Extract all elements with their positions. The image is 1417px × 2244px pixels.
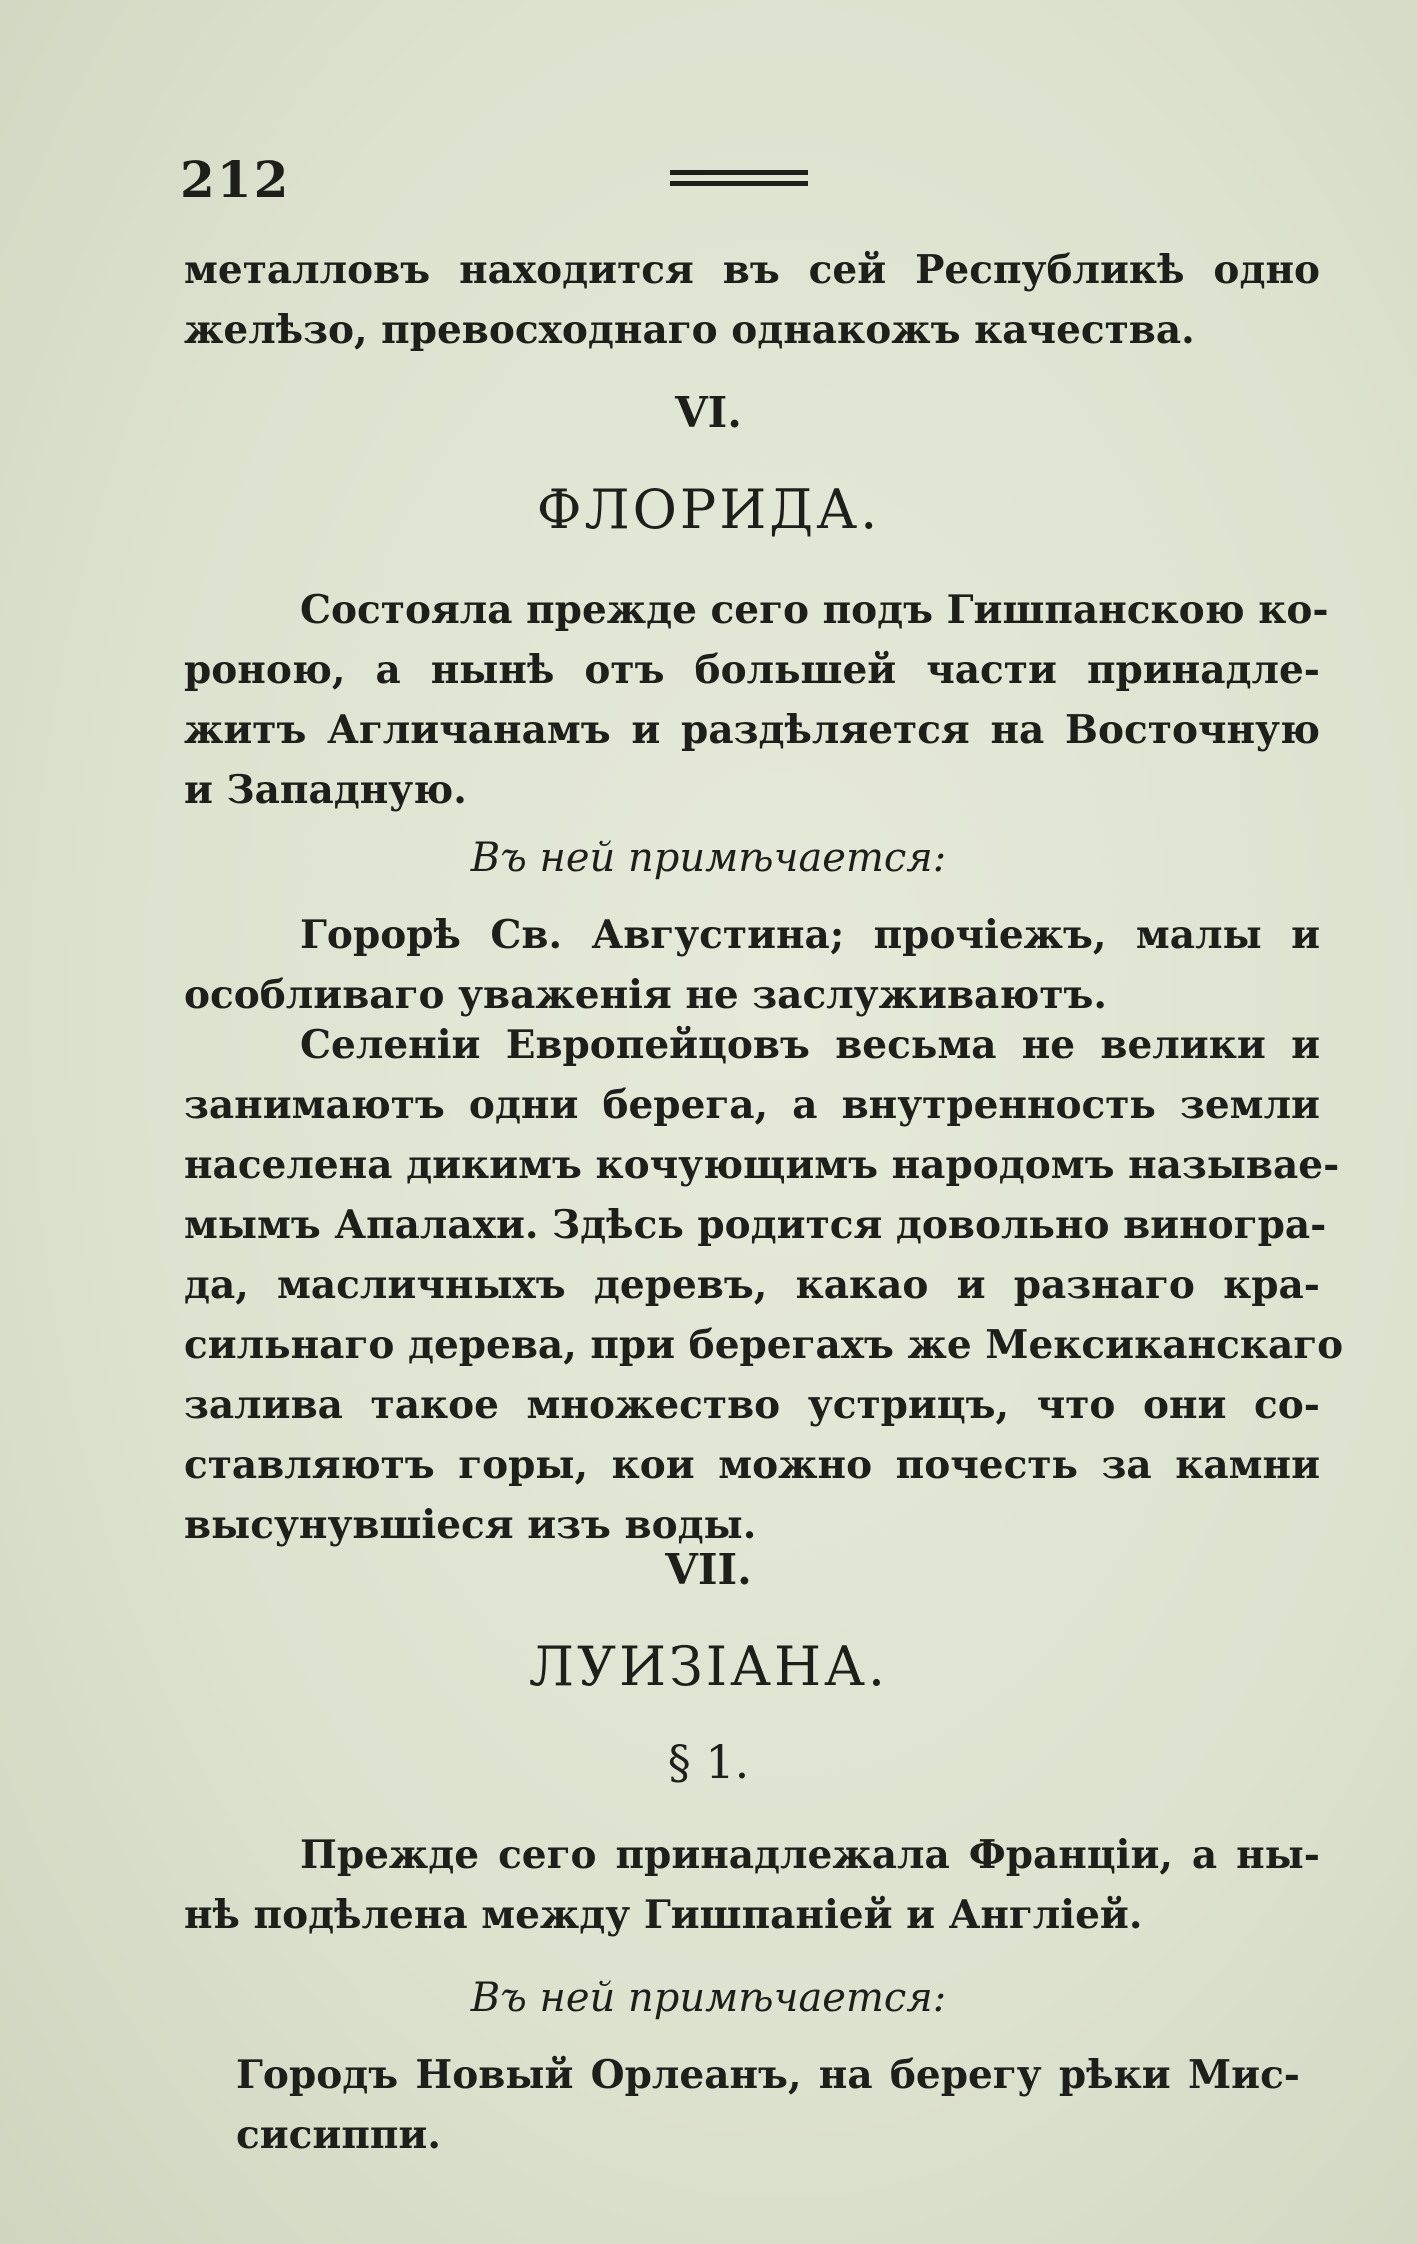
text-line: населена дикимъ кочующимъ народомъ называе- [184, 1142, 1340, 1188]
louisiana-city-paragraph [236, 2045, 1300, 2165]
text-line: мымъ Апалахи. Здѣсь родится довольно виногра- [184, 1202, 1327, 1248]
text-line: желѣзо, превосходнаго однакожъ качества. [184, 307, 1195, 353]
text-line: да, масличныхъ деревъ, какао и разнаго кра- [184, 1262, 1320, 1308]
text-line: Городъ Новый Орлеанъ, на берегу рѣки Мис- [236, 2052, 1300, 2098]
text-line: металловъ находится въ сей Республикѣ одно [184, 247, 1320, 293]
text-line: залива такое множество устрицъ, что они со- [184, 1382, 1320, 1428]
section-numeral: VII. [665, 1545, 752, 1594]
section-numeral: VI. [675, 388, 742, 437]
louisiana-intro-paragraph [184, 1825, 1320, 1945]
page-number: 212 [180, 150, 291, 209]
continuation-paragraph [184, 240, 1320, 360]
notable-heading: Въ ней примѣчается: [470, 835, 947, 881]
florida-settlements-paragraph [184, 1015, 1344, 1555]
text-line: сисиппи. [236, 2112, 441, 2158]
text-line: житъ Агличанамъ и раздѣляется на Восточную [184, 707, 1320, 753]
text-line: особливаго уваженія не заслуживаютъ. [184, 972, 1107, 1018]
florida-intro-paragraph [184, 580, 1329, 820]
header-rule [670, 170, 808, 186]
section-title: ЛУИЗІАНА. [528, 1635, 889, 1698]
text-line: роною, а нынѣ отъ большей части принадле- [184, 647, 1320, 693]
text-line: ставляютъ горы, кои можно почесть за камни [184, 1442, 1320, 1488]
text-line: высунувшіеся изъ воды. [184, 1502, 757, 1548]
text-line: Горорѣ Св. Августина; прочіежъ, малы и [300, 912, 1320, 958]
text-line: Прежде сего принадлежала Франціи, а ны- [300, 1832, 1320, 1878]
paragraph-sign: § 1. [667, 1735, 750, 1789]
text-line: Селеніи Европейцовъ весьма не велики и [300, 1022, 1320, 1068]
text-line: и Западную. [184, 767, 467, 813]
notable-heading: Въ ней примѣчается: [470, 1975, 947, 2021]
text-line: Состояла прежде сего подъ Гишпанскою ко- [300, 587, 1329, 633]
text-line: нѣ подѣлена между Гишпаніей и Англіей. [184, 1892, 1143, 1938]
page-header [0, 150, 1417, 210]
section-title: ФЛОРИДА. [536, 478, 881, 541]
florida-city-paragraph [184, 905, 1320, 1025]
text-line: сильнаго дерева, при берегахъ же Мексиканскаго [184, 1322, 1344, 1368]
text-line: занимаютъ одни берега, а внутренность земли [184, 1082, 1320, 1128]
